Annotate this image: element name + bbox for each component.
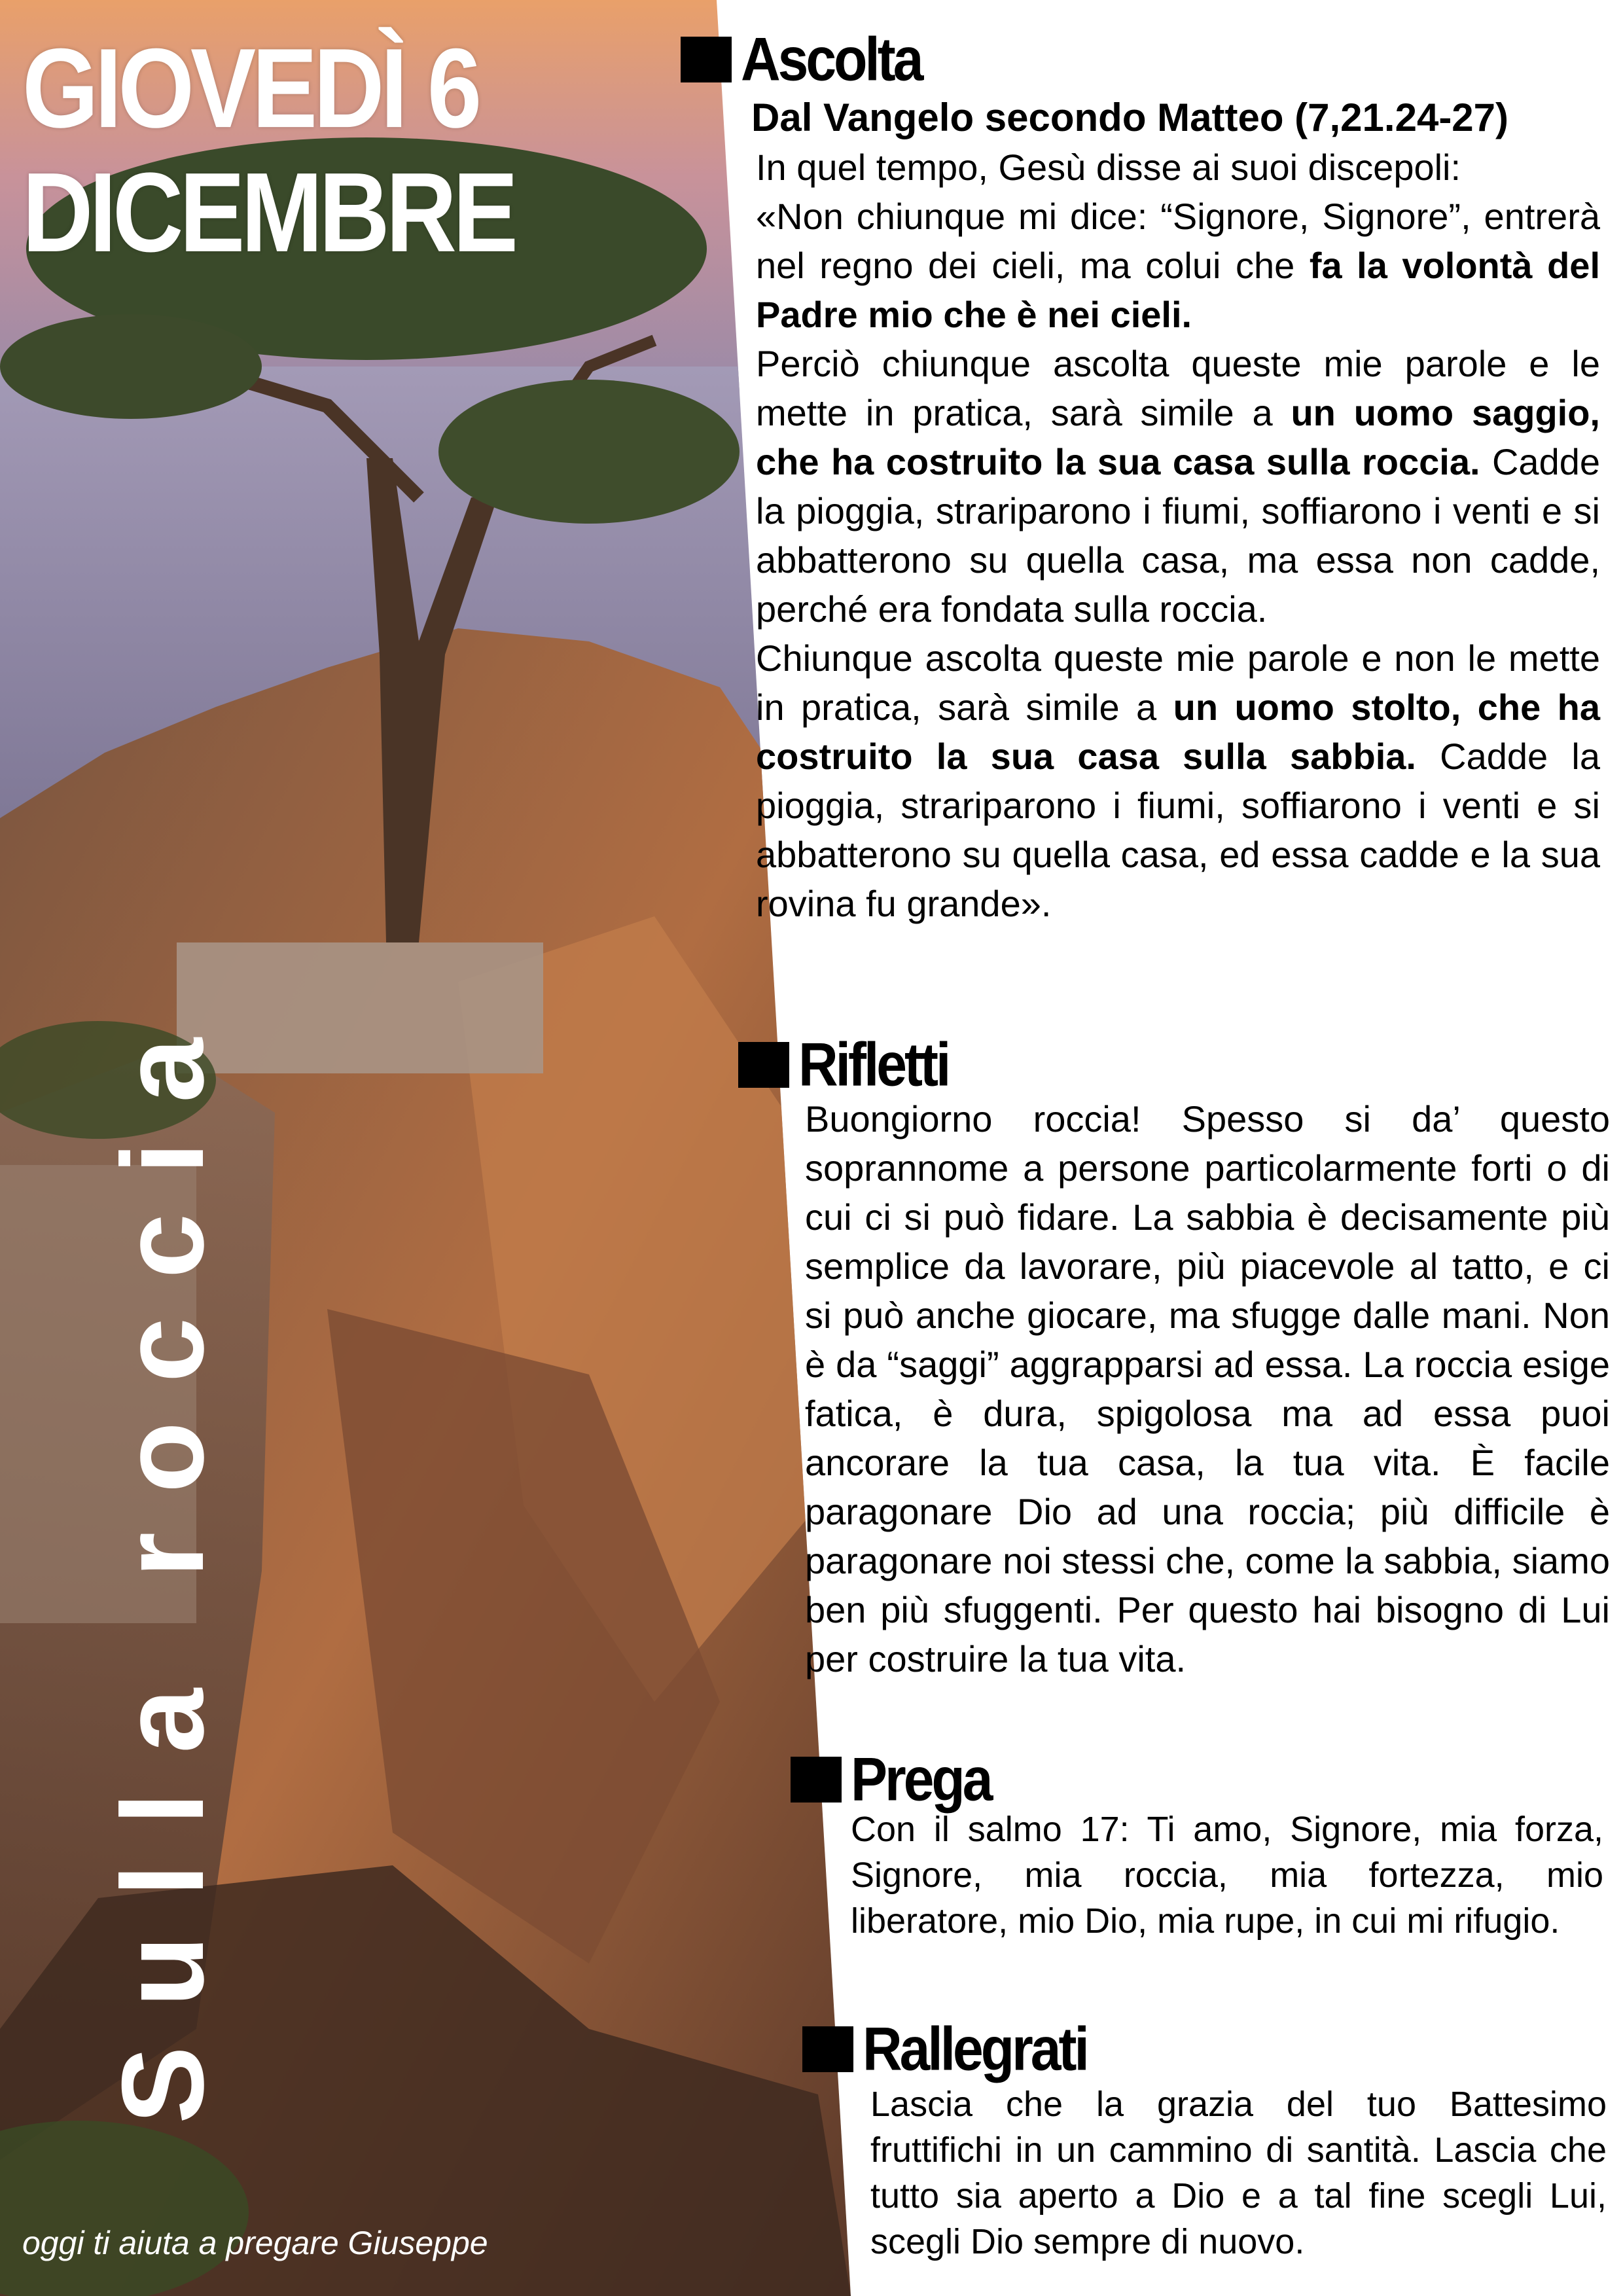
date-line-1: GIOVEDÌ 6	[22, 24, 478, 151]
vertical-title: Sulla roccia	[98, 998, 228, 2124]
ascolta-paragraph-1: «Non chiunque mi dice: “Signore, Signore”, entrerà nel regno dei cieli, ma colui che fa la volontà del Padre mio che è nei cieli.	[756, 196, 1600, 335]
ascolta-text	[756, 143, 1600, 928]
prega-heading	[791, 1744, 991, 1814]
rallegrati-paragraph: Lascia che la grazia del tuo Battesimo fruttifichi in un cammino di santità. Lascia che tutto sia aperto a Dio e a tal fine scegli Lui, scegli Dio sempre di nuovo.	[870, 2085, 1607, 2261]
section-marker-icon	[802, 2026, 853, 2072]
section-marker-icon	[738, 1042, 789, 1088]
section-marker-icon	[791, 1757, 842, 1803]
ascolta-paragraph-3: Chiunque ascolta queste mie parole e non le mette in pratica, sarà simile a un uomo stolto, che ha costruito la sua casa sulla sabbia. Cadde la pioggia, strariparono i fiumi, soffiarono i venti e si abbatterono su quella casa, ed essa cadde e la sua rovina fu grande».	[756, 637, 1600, 924]
ascolta-heading-text: Ascolta	[741, 24, 921, 94]
ascolta-intro: In quel tempo, Gesù disse ai suoi discepoli:	[756, 147, 1461, 188]
gospel-subheading-block	[751, 92, 1599, 144]
ascolta-paragraph-2: Perciò chiunque ascolta queste mie parole e le mette in pratica, sarà simile a un uomo saggio, che ha costruito la sua casa sulla roccia. Cadde la pioggia, strariparono i fiumi, soffiarono i venti e si abbatterono su quella casa, ma essa non cadde, perché era fondata sulla roccia.	[756, 343, 1601, 630]
date-line-2: DICEMBRE	[22, 149, 515, 276]
rallegrati-heading	[802, 2014, 1087, 2083]
rallegrati-text	[870, 2081, 1607, 2265]
prega-text	[851, 1806, 1603, 1944]
rifletti-text	[805, 1094, 1610, 1683]
rifletti-paragraph: Buongiorno roccia! Spesso si da’ questo soprannome a persone particolarmente forti o di cui ci si può fidare. La sabbia è decisamente più semplice da lavorare, più piacevole al tatto, e ci si può anche giocare, ma sfugge dalle mani. Non è da “saggi” aggrapparsi ad essa. La roccia esige fatica, è dura, spigolosa ma ad essa puoi ancorare la tua casa, la tua vita. È facile paragonare Dio ad una roccia; più difficile è paragonare noi stessi che, come la sabbia, siamo ben più sfuggenti. Per questo hai bisogno di Lui per costruire la tua vita.	[805, 1098, 1610, 1679]
prega-heading-text: Prega	[851, 1744, 991, 1814]
date-heading	[22, 26, 514, 275]
prega-paragraph: Con il salmo 17: Ti amo, Signore, mia forza, Signore, mia roccia, mia fortezza, mio liberatore, mio Dio, mia rupe, in cui mi rifugio.	[851, 1810, 1603, 1941]
rifletti-heading	[738, 1030, 949, 1099]
gospel-subheading: Dal Vangelo secondo Matteo (7,21.24-27)	[751, 96, 1509, 139]
rallegrati-heading-text: Rallegrati	[863, 2014, 1087, 2083]
rifletti-heading-text: Rifletti	[798, 1030, 949, 1099]
section-marker-icon	[681, 37, 732, 82]
ascolta-heading	[681, 24, 921, 94]
credit-text: oggi ti aiuta a pregare Giuseppe	[22, 2225, 488, 2261]
